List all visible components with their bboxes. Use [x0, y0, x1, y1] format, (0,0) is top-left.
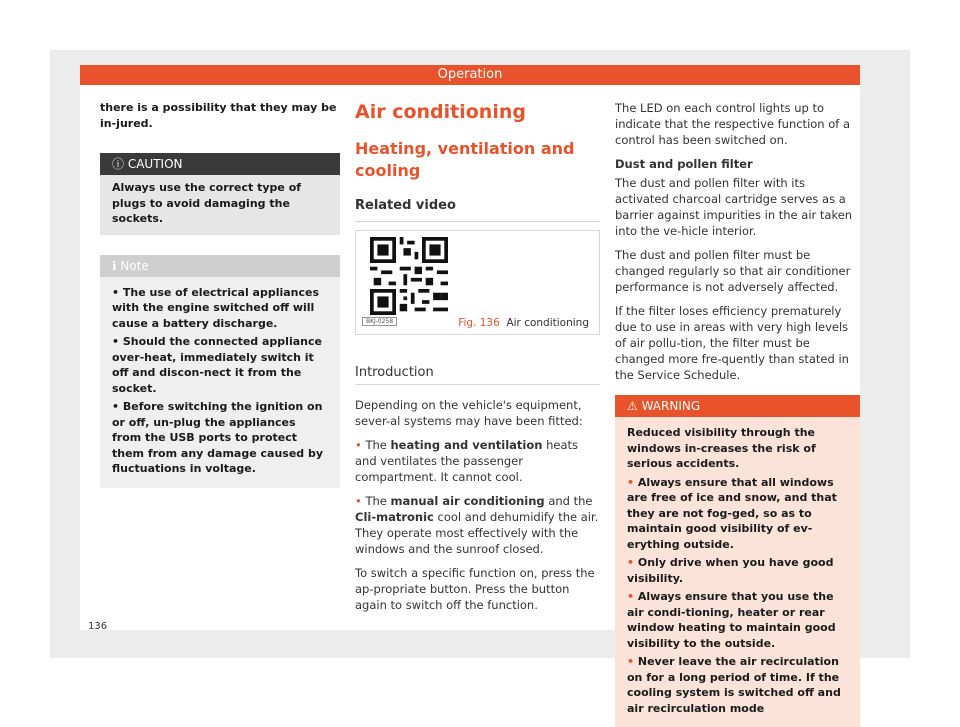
warning-body [615, 417, 860, 727]
introduction-body [355, 397, 600, 613]
divider [355, 384, 600, 385]
page-header: Operation [80, 65, 860, 85]
bullet-icon: • [112, 400, 120, 413]
bullet-icon: • [627, 655, 635, 668]
warning-icon: ⚠ [627, 399, 638, 413]
caution-text: Always use the correct type of plugs to avoid damaging the sockets. [100, 175, 340, 235]
warning-item: • Never leave the air recirculation on for a long period of time. If the cooling system is switched off and air recirculation mode [627, 655, 841, 715]
note-item: • Should the connected appliance over-heat, immediately switch it off and discon-nect it from the socket. [112, 335, 322, 395]
column-middle [355, 100, 600, 613]
section-title: Air conditioning [355, 101, 526, 123]
figure-136 [355, 230, 600, 335]
bullet-icon: • [355, 438, 362, 452]
divider [355, 221, 600, 222]
bullet-icon: • [112, 335, 120, 348]
list-item: • The manual air conditioning and the Cli-matronic cool and dehumidify the air. They operate most effectively with the windows and the sunroof closed. [355, 494, 599, 556]
continued-text: there is a possibility that they may be in-jured. [100, 101, 337, 130]
figure-caption: Fig. 136 Air conditioning [458, 317, 589, 329]
introduction-heading: Introduction [355, 365, 434, 380]
page-number: 136 [88, 621, 108, 632]
note-item: • The use of electrical appliances with the engine switched off will cause a battery discharge. [112, 285, 320, 330]
qr-code-icon[interactable] [370, 237, 448, 315]
bullet-icon: • [627, 475, 635, 489]
caution-icon: ⓘ [112, 157, 125, 171]
paragraph: If the filter loses efficiency prematurely due to use in areas with very high levels of air pollu-tion, the filter must be changed more fre-quently than stated in the Service Schedule. [615, 304, 849, 382]
related-video-heading: Related video [355, 198, 456, 213]
figure-code: BKJ-0258 [362, 317, 397, 326]
warning-header [615, 395, 860, 417]
filter-heading: Dust and pollen filter [615, 157, 753, 171]
warning-item: • Always ensure that you use the air condi-tioning, heater or rear window heating to maintain good visibility to the outside. [627, 590, 836, 650]
section-subtitle: Heating, ventilation and cooling [355, 139, 575, 180]
bullet-icon: • [627, 590, 635, 603]
warning-item: • Only drive when you have good visibility. [627, 556, 834, 585]
column-right [615, 100, 860, 727]
info-icon: ℹ [112, 258, 117, 273]
warning-intro: Reduced visibility through the windows in-creases the risk of serious accidents. [627, 426, 816, 470]
paragraph: The LED on each control lights up to indicate that the respective function of a control has been switched on. [615, 101, 851, 147]
paragraph: The dust and pollen filter must be changed regularly so that air conditioner performance is not adversely affected. [615, 248, 851, 294]
note-label: Note [120, 258, 149, 273]
warning-item: • Always ensure that all windows are free of ice and snow, and that they are not fog-ged, so as to maintain good visibility of ev-erything outside. [627, 475, 837, 551]
bullet-icon: • [355, 494, 362, 508]
caution-label: CAUTION [127, 157, 183, 171]
caution-header [100, 153, 340, 175]
right-body [615, 100, 860, 383]
note-body [100, 277, 340, 488]
bullet-icon: • [112, 285, 120, 299]
warning-label: WARNING [641, 399, 701, 413]
column-left [100, 100, 340, 488]
note-header [100, 255, 340, 277]
intro-paragraph: To switch a specific function on, press the ap-propriate button. Press the button again to switch off the function. [355, 566, 595, 612]
list-item: • The heating and ventilation heats and ventilates the passenger compartment. It cannot cool. [355, 438, 579, 484]
note-item: • Before switching the ignition on or off, un-plug the appliances from the USB ports to protect them from any damage caused by fluctuations in voltage. [112, 400, 324, 475]
intro-paragraph: Depending on the vehicle's equipment, sever-al systems may have been fitted: [355, 398, 583, 428]
bullet-icon: • [627, 556, 635, 569]
paragraph: The dust and pollen filter with its activated charcoal cartridge serves as a barrier against impurities in the air taken into the ve-hicle interior. [615, 176, 853, 238]
